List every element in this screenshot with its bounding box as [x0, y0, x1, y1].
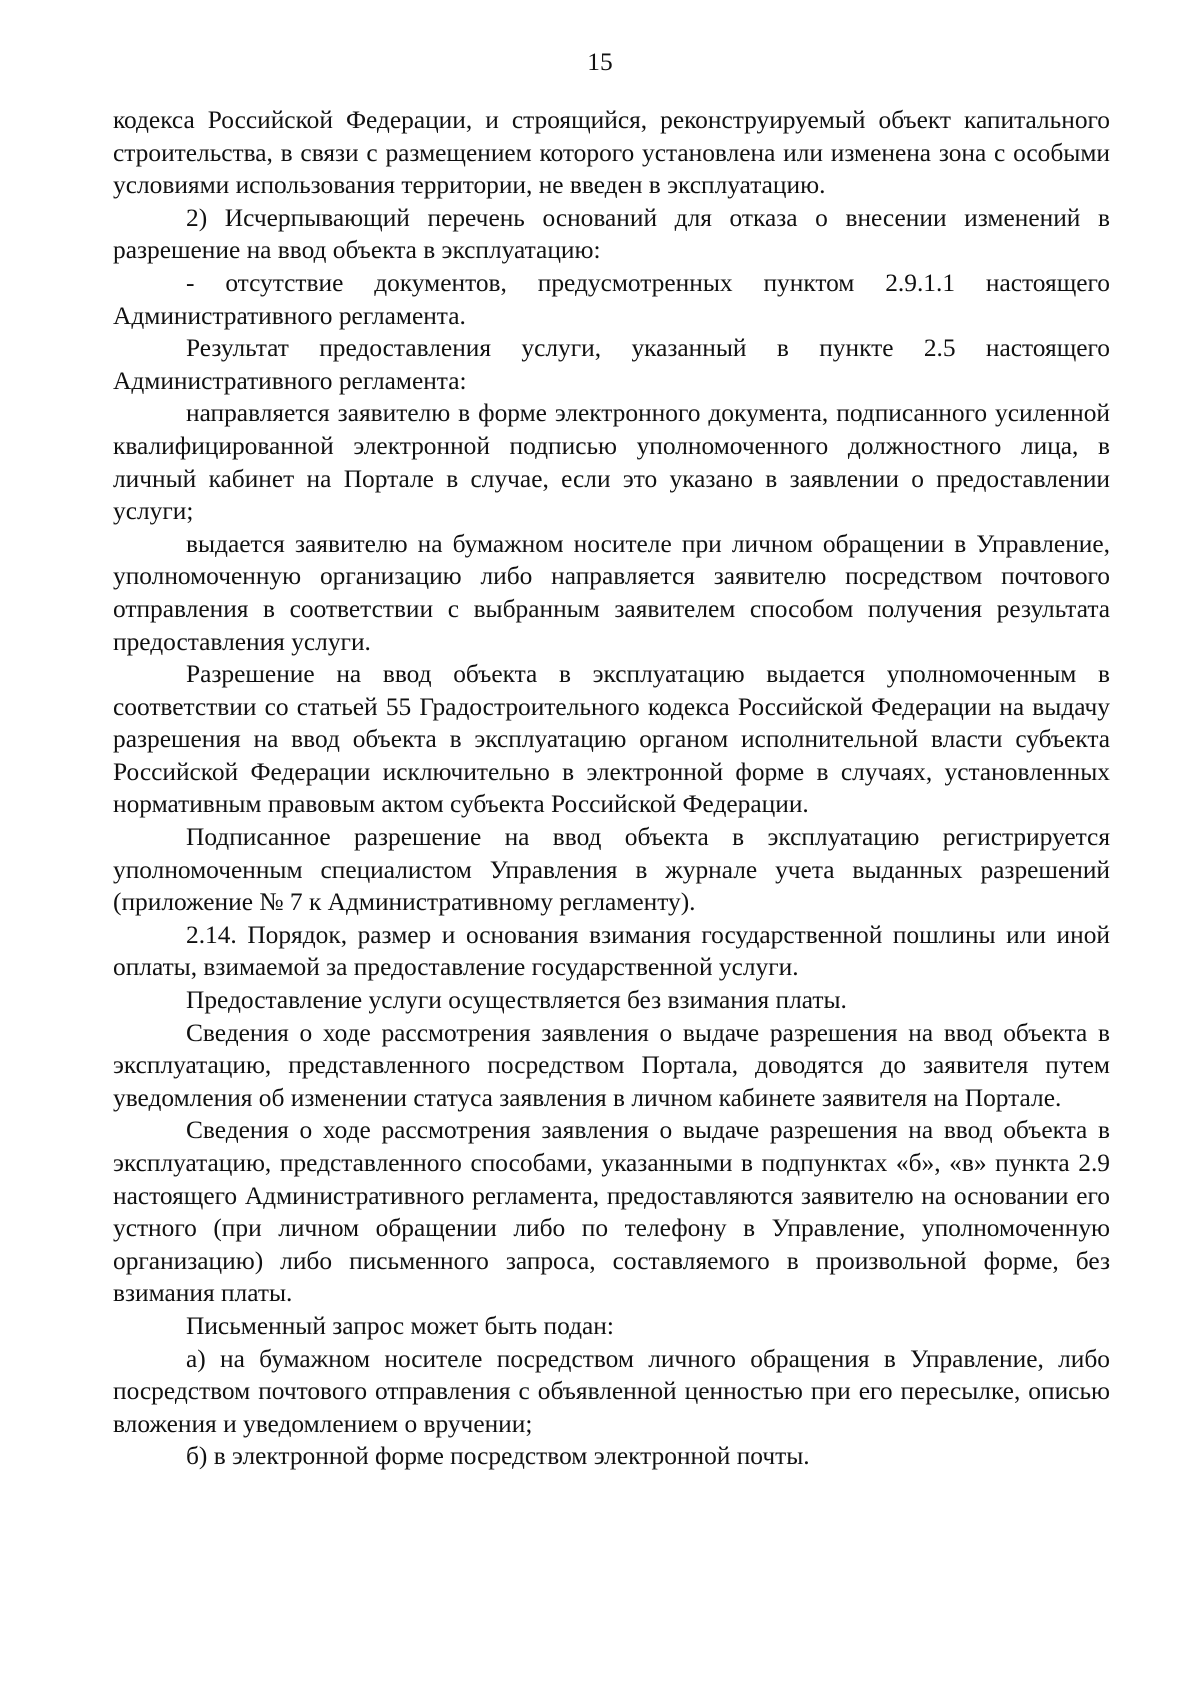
- paragraph-15: б) в электронной форме посредством электронной почты.: [186, 1442, 810, 1471]
- paragraph-3: - отсутствие документов, предусмотренных пунктом 2.9.1.1 настоящего Административного регламента.: [113, 268, 1110, 330]
- paragraph-12: Сведения о ходе рассмотрения заявления о выдаче разрешения на ввод объекта в эксплуатацию, представленного способами, указанными в подпунктах «б», «в» пункта 2.9 настоящего Административного регламента, предоставляются заявителю на основании его устного (при личном обращении либо по телефону в Управление, уполномоченную организацию) либо письменного запроса, составляемого в произвольной форме, без взимания платы.: [113, 1116, 1110, 1308]
- paragraph-7: Разрешение на ввод объекта в эксплуатацию выдается уполномоченным в соответствии со статьей 55 Градостроительного кодекса Российской Федерации на выдачу разрешения на ввод объекта в эксплуатацию органом исполнительной власти субъекта Российской Федерации исключительно в электронной форме в случаях, установленных нормативным правовым актом субъекта Российской Федерации.: [113, 660, 1110, 819]
- paragraph-9: 2.14. Порядок, размер и основания взимания государственной пошлины или иной оплаты, взимаемой за предоставление государственной услуги.: [113, 920, 1110, 982]
- page-number: 15: [587, 48, 613, 76]
- paragraph-14: а) на бумажном носителе посредством личного обращения в Управление, либо посредством почтового отправления с объявленной ценностью при его пересылке, описью вложения и уведомлением о вручении;: [113, 1344, 1110, 1438]
- paragraph-5: направляется заявителю в форме электронного документа, подписанного усиленной квалифицированной электронной подписью уполномоченного должностного лица, в личный кабинет на Портале в случае, если это указано в заявлении о предоставлении услуги;: [113, 399, 1110, 526]
- paragraph-11: Сведения о ходе рассмотрения заявления о выдаче разрешения на ввод объекта в эксплуатацию, представленного посредством Портала, доводятся до заявителя путем уведомления об изменении статуса заявления в личном кабинете заявителя на Портале.: [113, 1018, 1110, 1112]
- paragraph-6: выдается заявителю на бумажном носителе при личном обращении в Управление, уполномоченную организацию либо направляется заявителю посредством почтового отправления в соответствии с выбранным заявителем способом получения результата предоставления услуги.: [113, 529, 1110, 656]
- paragraph-13: Письменный запрос может быть подан:: [186, 1311, 614, 1340]
- paragraph-8: Подписанное разрешение на ввод объекта в эксплуатацию регистрируется уполномоченным специалистом Управления в журнале учета выданных разрешений (приложение № 7 к Административному регламенту).: [113, 823, 1110, 917]
- paragraph-4: Результат предоставления услуги, указанный в пункте 2.5 настоящего Административного регламента:: [113, 334, 1110, 395]
- paragraph-2: 2) Исчерпывающий перечень оснований для отказа о внесении изменений в разрешение на ввод объекта в эксплуатацию:: [113, 203, 1110, 265]
- paragraph-10: Предоставление услуги осуществляется без взимания платы.: [186, 986, 847, 1015]
- paragraph-1: кодекса Российской Федерации, и строящийся, реконструируемый объект капитального строительства, в связи с размещением которого установлена или изменена зона с особыми условиями использования территории, не введен в эксплуатацию.: [113, 106, 1110, 200]
- document-body: [113, 104, 1110, 1473]
